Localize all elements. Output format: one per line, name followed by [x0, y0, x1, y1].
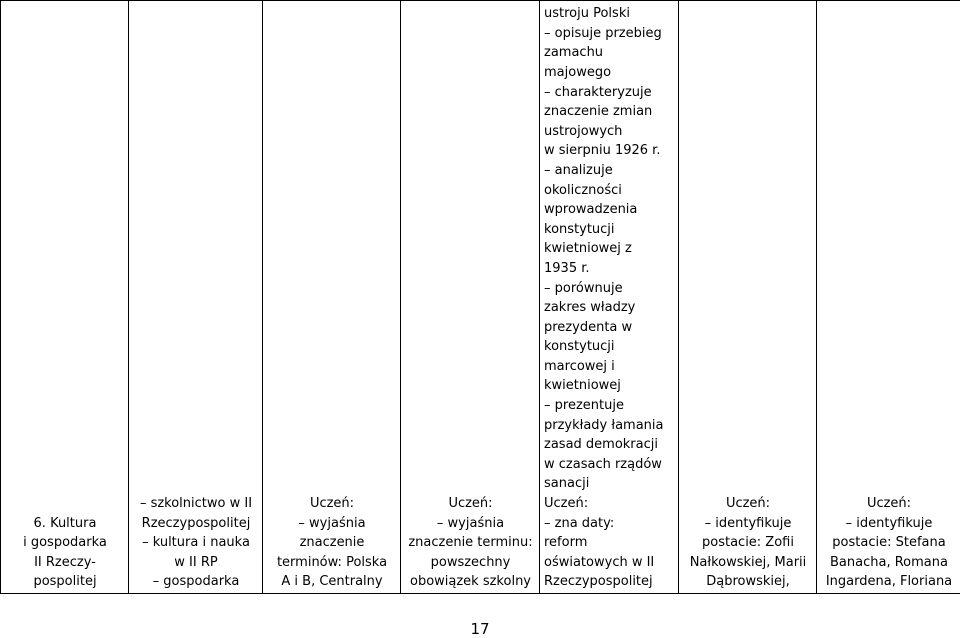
- cell-line: – prezentuje: [544, 396, 675, 416]
- cell-line: – charakteryzuje: [544, 83, 675, 103]
- cell-line: Banacha, Romana: [821, 553, 957, 573]
- table-row: [1, 1, 960, 594]
- cell-line: w II RP: [133, 553, 259, 573]
- cell-line: – analizuje: [544, 161, 675, 181]
- cell-line: postacie: Zofii: [683, 533, 813, 553]
- cell-line: i gospodarka: [5, 533, 125, 553]
- cell-line: zamachu: [544, 43, 675, 63]
- requirements-excellent-cell: [817, 1, 960, 594]
- cell-line: obowiązek szkolny: [405, 572, 536, 592]
- content-cell: [129, 1, 263, 594]
- requirements-basic-cell: [263, 1, 401, 594]
- cell-line: Uczeń:: [683, 494, 813, 514]
- cell-line: okoliczności: [544, 181, 675, 201]
- cell-line: Ingardena, Floriana: [821, 572, 957, 592]
- cell-line: ustroju Polski: [544, 4, 675, 24]
- cell-line: Uczeń:: [544, 494, 675, 514]
- requirements-extended-cell: [401, 1, 540, 594]
- cell-line: 1935 r.: [544, 259, 675, 279]
- cell-line: Uczeń:: [405, 494, 536, 514]
- cell-line: wprowadzenia: [544, 200, 675, 220]
- cell-line: w czasach rządów: [544, 455, 675, 475]
- cell-line: ustrojowych: [544, 122, 675, 142]
- cell-line: – gospodarka: [133, 572, 259, 592]
- cell-line: sanacji: [544, 474, 675, 494]
- cell-line: – szkolnictwo w II: [133, 494, 259, 514]
- cell-line: Rzeczypospolitej: [133, 514, 259, 534]
- requirements-advanced-cell: [540, 1, 679, 594]
- cell-line: Nałkowskiej, Marii: [683, 553, 813, 573]
- cell-line: kwietniowej: [544, 376, 675, 396]
- cell-line: zakres władzy: [544, 298, 675, 318]
- cell-line: konstytucji: [544, 220, 675, 240]
- cell-line: prezydenta w: [544, 318, 675, 338]
- cell-line: 6. Kultura: [5, 514, 125, 534]
- cell-line: przykłady łamania: [544, 416, 675, 436]
- cell-line: – porównuje: [544, 279, 675, 299]
- cell-line: terminów: Polska: [267, 553, 397, 573]
- cell-line: Uczeń:: [821, 494, 957, 514]
- cell-line: znaczenie zmian: [544, 102, 675, 122]
- cell-line: postacie: Stefana: [821, 533, 957, 553]
- cell-line: – kultura i nauka: [133, 533, 259, 553]
- cell-line: – wyjaśnia: [267, 514, 397, 534]
- cell-line: – zna daty:: [544, 514, 675, 534]
- cell-line: – wyjaśnia: [405, 514, 536, 534]
- page-number: 17: [0, 620, 960, 638]
- cell-line: w sierpniu 1926 r.: [544, 141, 675, 161]
- cell-line: II Rzeczy-: [5, 553, 125, 573]
- cell-line: A i B, Centralny: [267, 572, 397, 592]
- cell-line: powszechny: [405, 553, 536, 573]
- cell-line: – identyfikuje: [683, 514, 813, 534]
- cell-line: marcowej i: [544, 357, 675, 377]
- cell-line: – opisuje przebieg: [544, 24, 675, 44]
- cell-line: Uczeń:: [267, 494, 397, 514]
- cell-line: – identyfikuje: [821, 514, 957, 534]
- cell-line: znaczenie terminu:: [405, 533, 536, 553]
- requirements-high-cell: [679, 1, 817, 594]
- cell-line: Dąbrowskiej,: [683, 572, 813, 592]
- cell-line: reform: [544, 533, 675, 553]
- cell-line: pospolitej: [5, 572, 125, 592]
- cell-line: zasad demokracji: [544, 435, 675, 455]
- cell-line: oświatowych w II: [544, 553, 675, 573]
- cell-line: znaczenie: [267, 533, 397, 553]
- cell-line: konstytucji: [544, 337, 675, 357]
- cell-line: kwietniowej z: [544, 239, 675, 259]
- cell-line: Rzeczypospolitej: [544, 572, 675, 592]
- topic-cell: [1, 1, 129, 594]
- cell-line: majowego: [544, 63, 675, 83]
